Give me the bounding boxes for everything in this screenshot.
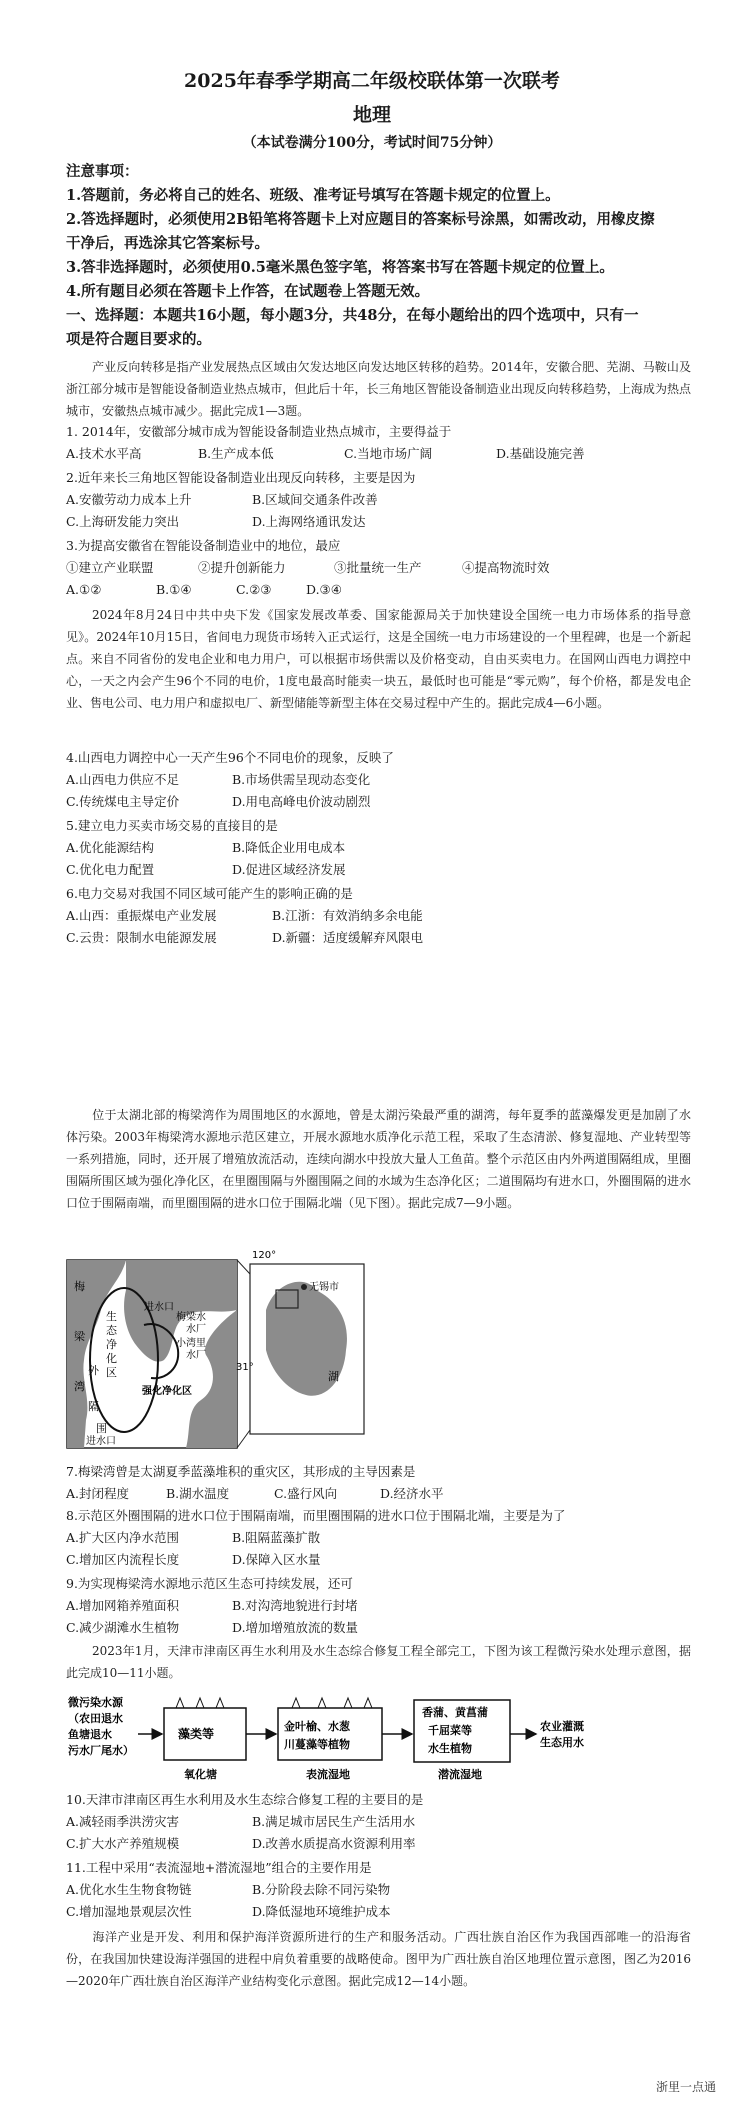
- question-6-stem: 6.电力交易对我国不同区域可能产生的影响正确的是: [66, 886, 353, 901]
- map-label-lake: 湖: [328, 1370, 339, 1383]
- q5-option-c: C.优化电力配置: [66, 862, 155, 877]
- map-label-eco1: 生: [106, 1310, 117, 1323]
- map-label-plant1b: 水厂: [186, 1324, 206, 1335]
- exam-title: 2025年春季学期高二年级校联体第一次联考: [184, 70, 560, 92]
- passage-1-text: 产业反向转移是指产业发展热点区域由欠发达地区向发达地区转移的趋势。2014年，安徽合肥、芜湖、马鞍山及浙江部分城市是智能设备制造业热点城市，但此后十年，长三角地区智能设备制造业出现反向转移趋势，上海成为热点城市，安徽热点城市减少。据此完成1—3题。: [66, 360, 691, 418]
- passage-4-text: 2023年1月，天津市津南区再生水利用及水生态综合修复工程全部完工，下图为该工程微污染水处理示意图，据此完成10—11小题。: [66, 1644, 691, 1680]
- map-label-inlet-south: 进水口: [86, 1436, 116, 1447]
- map-label-mei: 梅: [74, 1280, 85, 1293]
- q9-option-d: D.增加增殖放流的数量: [232, 1620, 359, 1635]
- q9-option-c: C.减少湖滩水生植物: [66, 1620, 180, 1635]
- q7-option-d: D.经济水平: [380, 1486, 444, 1501]
- flow-source-line3: 鱼塘退水: [68, 1728, 112, 1741]
- subject-title: 地理: [352, 104, 391, 126]
- q1-option-a: A.技术水平高: [66, 446, 142, 461]
- question-11-stem: 11.工程中采用“表流湿地+潜流湿地”组合的主要作用是: [66, 1860, 372, 1875]
- passage-5: [66, 1926, 691, 1992]
- map-label-eco5: 区: [106, 1366, 117, 1379]
- q4-option-d: D.用电高峰电价波动剧烈: [232, 794, 371, 809]
- flow-box-2-line1: 金叶榆、水葱: [284, 1720, 350, 1733]
- flow-box-2-plants: [292, 1698, 372, 1708]
- q11-option-b: B.分阶段去除不同污染物: [252, 1882, 391, 1897]
- question-5-stem: 5.建立电力买卖市场交易的直接目的是: [66, 818, 278, 833]
- q6-option-d: D.新疆：适度缓解弃风限电: [272, 930, 424, 945]
- q2-option-a: A.安徽劳动力成本上升: [66, 492, 192, 507]
- q1-option-b: B.生产成本低: [198, 446, 274, 461]
- flow-box-surface-wetland: [278, 1708, 382, 1760]
- q4-option-a: A.山西电力供应不足: [66, 772, 180, 787]
- q9-option-b: B.对沟湾地貌进行封堵: [232, 1598, 358, 1613]
- flow-box-1-plants: [176, 1698, 224, 1708]
- flow-box-3-line3: 水生植物: [428, 1742, 472, 1755]
- question-9-stem: 9.为实现梅梁湾水源地示范区生态可持续发展，还可: [66, 1576, 353, 1591]
- flow-label-subsurface-wetland: 潜流湿地: [438, 1768, 482, 1781]
- flow-source-line2: （农田退水: [68, 1712, 123, 1725]
- q2-option-c: C.上海研发能力突出: [66, 514, 180, 529]
- map-label-weir: 围: [96, 1422, 107, 1435]
- q9-option-a: A.增加网箱养殖面积: [66, 1598, 180, 1613]
- q4-option-c: C.传统煤电主导定价: [66, 794, 180, 809]
- map-label-liang: 梁: [74, 1330, 85, 1343]
- map-label-strong-zone: 强化净化区: [142, 1386, 192, 1397]
- water-treatment-flow-diagram: [66, 1690, 666, 1786]
- map-label-outer: 外: [88, 1364, 99, 1377]
- passage-1: [66, 356, 691, 422]
- q3-option-c: C.②③: [236, 582, 272, 597]
- instructions-heading: 注意事项：: [66, 163, 139, 180]
- q6-option-c: C.云贵：限制水电能源发展: [66, 930, 217, 945]
- footer-watermark: 浙里一点通: [655, 2080, 716, 2094]
- q10-option-d: D.改善水质提高水资源利用率: [252, 1836, 416, 1851]
- section-1-heading-b: 项是符合题目要求的。: [66, 331, 211, 348]
- q11-option-c: C.增加湿地景观层次性: [66, 1904, 192, 1919]
- q7-option-a: A.封闭程度: [66, 1486, 130, 1501]
- q10-option-c: C.扩大水产养殖规模: [66, 1836, 180, 1851]
- map-label-wuxi: 无锡市: [309, 1282, 339, 1293]
- wuxi-city-marker: [301, 1284, 307, 1290]
- instruction-2a: 2.答选择题时，必须使用2B铅笔将答题卡上对应题目的答案标号涂黑，如需改动，用橡皮擦: [66, 211, 655, 228]
- map-label-plant1: 梅梁水: [176, 1312, 206, 1323]
- q5-option-b: B.降低企业用电成本: [232, 840, 346, 855]
- passage-2-text: 2024年8月24日中共中央下发《国家发展改革委、国家能源局关于加快建设全国统一电力市场体系的指导意见》。2024年10月15日，省间电力现货市场转入正式运行，这是全国统一电力市场建设的一个里程碑，也是一个新起点。来自不同省份的发电企业和电力用户，可以根据市场供需以及价格变动，自由买卖电力。在国网山西电力调控中心，一天之内会产生96个不同的电价，1度电最高时能卖一块五，最低时也可能是“零元购”，每个价格，都是发电企业、售电公司、电力用户和虚拟电厂、新型储能等新型主体在交易过程中产生的。据此完成4—6小题。: [66, 608, 691, 710]
- q3-option-a: A.①②: [66, 582, 102, 597]
- q3-item-1: ①建立产业联盟: [66, 560, 154, 575]
- q1-option-d: D.基础设施完善: [496, 446, 585, 461]
- flow-output-line1: 农业灌溉: [540, 1720, 584, 1733]
- instruction-4: 4.所有题目必须在答题卡上作答，在试题卷上答题无效。: [66, 283, 430, 300]
- flow-output-line2: 生态用水: [540, 1736, 584, 1749]
- question-3-stem: 3.为提高安徽省在智能设备制造业中的地位，最应: [66, 538, 341, 553]
- instruction-2b: 干净后，再选涂其它答案标号。: [66, 235, 269, 252]
- q3-option-d: D.③④: [306, 582, 342, 597]
- passage-5-text: 海洋产业是开发、利用和保护海洋资源所进行的生产和服务活动。广西壮族自治区作为我国西部唯一的沿海省份，在我国加快建设海洋强国的进程中肩负着重要的战略使命。图甲为广西壮族自治区地理位置示意图，图乙为2016—2020年广西壮族自治区海洋产业结构变化示意图。据此完成12—14小题。: [66, 1930, 691, 1988]
- flow-source-line4: 污水厂尾水）: [68, 1744, 134, 1757]
- q8-option-b: B.阻隔蓝藻扩散: [232, 1530, 321, 1545]
- exam-note: （本试卷满分100分，考试时间75分钟）: [242, 135, 502, 151]
- meiliang-bay-map: [66, 1250, 366, 1450]
- instruction-3: 3.答非选择题时，必须使用0.5毫米黑色签字笔，将答案书写在答题卡规定的位置上。: [66, 259, 614, 276]
- flow-label-surface-wetland: 表流湿地: [306, 1768, 350, 1781]
- map-label-eco4: 化: [106, 1352, 117, 1365]
- q10-option-b: B.满足城市居民生产生活用水: [252, 1814, 416, 1829]
- passage-2: [66, 604, 691, 714]
- map-label-eco3: 净: [106, 1338, 117, 1351]
- q11-option-d: D.降低湿地环境维护成本: [252, 1904, 391, 1919]
- passage-3-text: 位于太湖北部的梅梁湾作为周围地区的水源地，曾是太湖污染最严重的湖湾，每年夏季的蓝藻爆发更是加剧了水体污染。2003年梅梁湾水源地示范区建立，开展水源地水质净化示范工程，采取了生态清淤、修复湿地、产业转型等一系列措施，同时，还开展了增殖放流活动，连续向湖水中投放大量人工鱼苗。整个示范区由内外两道围隔组成，里圈围隔所围区域为强化净化区，在里圈围隔与外圈围隔之间的水域为生态净化区；二道围隔均有进水口，外圈围隔的进水口位于围隔南端，而里圈围隔的进水口位于围隔北端（见下图）。据此完成7—9小题。: [66, 1108, 691, 1210]
- q3-item-3: ③批量统一生产: [334, 560, 422, 575]
- q2-option-d: D.上海网络通讯发达: [252, 514, 366, 529]
- flow-box-3-line2: 千屈菜等: [428, 1724, 472, 1737]
- q5-option-d: D.促进区域经济发展: [232, 862, 346, 877]
- q8-option-d: D.保障入区水量: [232, 1552, 321, 1567]
- map-label-latitude: 31°: [236, 1362, 254, 1373]
- q2-option-b: B.区域间交通条件改善: [252, 492, 378, 507]
- flow-label-oxidation-pond: 氧化塘: [184, 1768, 217, 1781]
- q1-option-c: C.当地市场广阔: [344, 446, 433, 461]
- q5-option-a: A.优化能源结构: [66, 840, 155, 855]
- q4-option-b: B.市场供需呈现动态变化: [232, 772, 371, 787]
- inset-connector-bottom: [237, 1430, 250, 1448]
- map-label-inlet-north: 进水口: [144, 1302, 174, 1313]
- map-label-ge: 隔: [88, 1400, 99, 1413]
- passage-3: [66, 1104, 691, 1214]
- question-10-stem: 10.天津市津南区再生水利用及水生态综合修复工程的主要目的是: [66, 1792, 424, 1807]
- flow-box-3-line1: 香蒲、黄菖蒲: [422, 1706, 488, 1719]
- q6-option-b: B.江浙：有效消纳多余电能: [272, 908, 423, 923]
- flow-source-line1: 微污染水源: [68, 1696, 123, 1709]
- inset-connector-top: [237, 1260, 250, 1274]
- q8-option-a: A.扩大区内净水范围: [66, 1530, 180, 1545]
- passage-4: [66, 1640, 691, 1684]
- flow-box-1-text: 藻类等: [178, 1727, 215, 1741]
- flow-box-2-line2: 川蔓藻等植物: [284, 1738, 350, 1751]
- q7-option-b: B.湖水温度: [166, 1486, 230, 1501]
- map-label-longitude: 120°: [252, 1250, 277, 1261]
- q10-option-a: A.减轻雨季洪涝灾害: [66, 1814, 180, 1829]
- question-2-stem: 2.近年来长三角地区智能设备制造业出现反向转移，主要是因为: [66, 470, 416, 485]
- q7-option-c: C.盛行风向: [274, 1486, 338, 1501]
- question-1-stem: 1. 2014年，安徽部分城市成为智能设备制造业热点城市，主要得益于: [66, 424, 452, 439]
- map-label-plant2: 小湾里: [176, 1338, 206, 1349]
- question-4-stem: 4.山西电力调控中心一天产生96个不同电价的现象，反映了: [66, 750, 394, 765]
- q8-option-c: C.增加区内流程长度: [66, 1552, 180, 1567]
- section-1-heading-a: 一、选择题：本题共16小题，每小题3分，共48分，在每小题给出的四个选项中，只有一: [66, 307, 639, 324]
- map-label-plant2b: 水厂: [186, 1350, 206, 1361]
- q3-item-2: ②提升创新能力: [198, 560, 286, 575]
- q11-option-a: A.优化水生生物食物链: [66, 1882, 192, 1897]
- q3-option-b: B.①④: [156, 582, 192, 597]
- map-label-wan: 湾: [74, 1380, 85, 1393]
- q3-item-4: ④提高物流时效: [462, 560, 550, 575]
- question-7-stem: 7.梅梁湾曾是太湖夏季蓝藻堆积的重灾区，其形成的主导因素是: [66, 1464, 416, 1479]
- q6-option-a: A.山西：重振煤电产业发展: [66, 908, 217, 923]
- map-label-eco2: 态: [106, 1324, 117, 1337]
- question-8-stem: 8.示范区外圈围隔的进水口位于围隔南端，而里圈围隔的进水口位于围隔北端，主要是为了: [66, 1508, 566, 1523]
- instruction-1: 1.答题前，务必将自己的姓名、班级、准考证号填写在答题卡规定的位置上。: [66, 187, 560, 204]
